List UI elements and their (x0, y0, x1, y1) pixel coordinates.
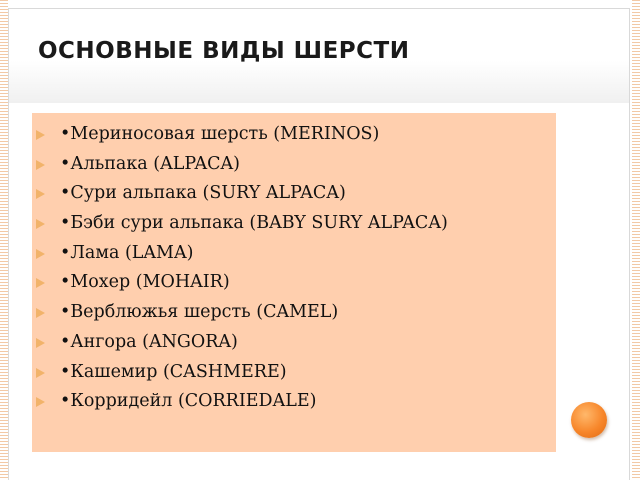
list-item-label: •Мериносовая шерсть (MERINOS) (60, 124, 380, 144)
list-item (32, 328, 556, 358)
list-item (32, 268, 556, 298)
arrow-bullet-icon (36, 278, 45, 288)
orange-circle-icon (571, 402, 607, 438)
decorative-stripes-right (632, 0, 640, 480)
list-item (32, 358, 556, 388)
arrow-bullet-icon (36, 338, 45, 348)
slide-title: ОСНОВНЫЕ ВИДЫ ШЕРСТИ (38, 38, 410, 64)
list-item-label: •Корридейл (CORRIEDALE) (60, 391, 317, 412)
list-item-label: •Бэби сури альпака (BABY SURY ALPACA) (60, 213, 448, 234)
arrow-bullet-icon (36, 160, 45, 170)
list-item (32, 387, 556, 417)
arrow-bullet-icon (36, 249, 45, 259)
list-item-label: •Верблюжья шерсть (CAMEL) (60, 302, 339, 323)
list-item (32, 150, 556, 180)
bullet-list (32, 113, 556, 452)
arrow-bullet-icon (36, 189, 45, 199)
list-item (32, 179, 556, 209)
arrow-bullet-icon (36, 308, 45, 318)
list-item-label: •Лама (LAMA) (60, 242, 194, 263)
list-item-label: •Ангора (ANGORA) (60, 331, 238, 352)
list-item-label: •Сури альпака (SURY ALPACA) (60, 183, 346, 204)
list-item (32, 298, 556, 328)
arrow-bullet-icon (36, 397, 45, 407)
arrow-bullet-icon (36, 130, 45, 140)
list-item-label: •Кашемир (CASHMERE) (60, 361, 287, 382)
list-item (32, 120, 556, 150)
arrow-bullet-icon (36, 368, 45, 378)
list-item (32, 239, 556, 269)
arrow-bullet-icon (36, 219, 45, 229)
list-item-label: •Альпака (ALPACA) (60, 153, 240, 174)
list-item-label: •Мохер (MOHAIR) (60, 272, 230, 293)
list-item (32, 209, 556, 239)
decorative-stripes-left (0, 0, 8, 480)
